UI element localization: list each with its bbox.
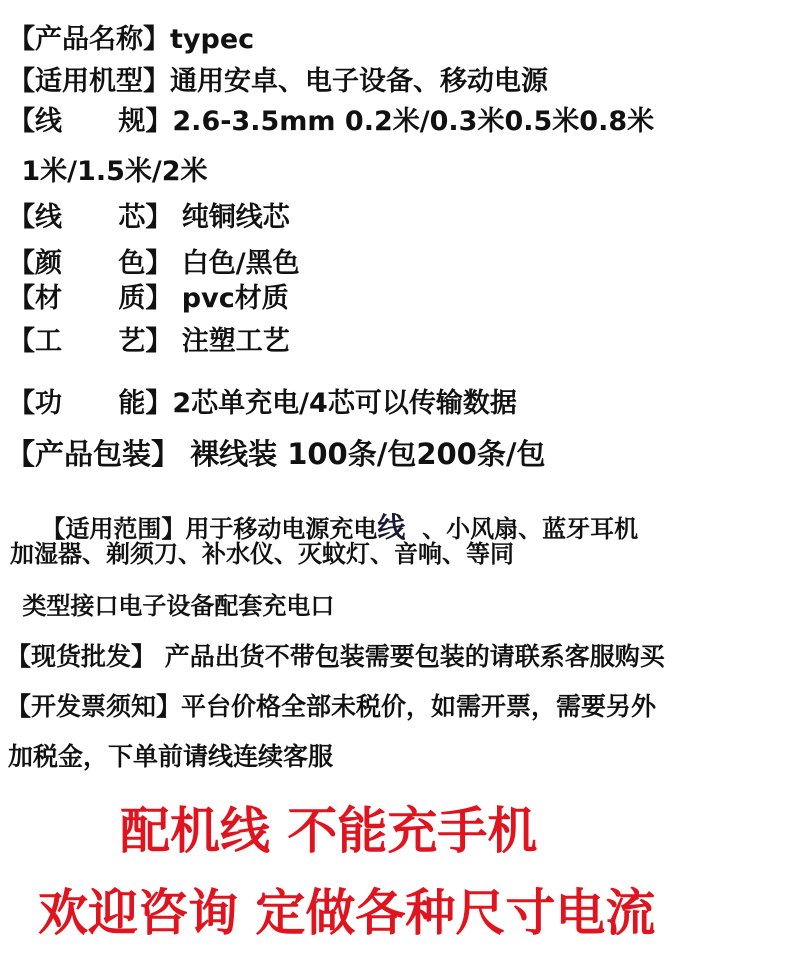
spec-usage-list: 加湿器、剃须刀、补水仪、灭蚊灯、音响、等同: [10, 540, 514, 568]
spec-core: 【线 芯】 纯铜线芯: [8, 202, 290, 233]
spec-wholesale: 【现货批发】 产品出货不带包装需要包装的请联系客服购买: [6, 642, 665, 671]
spec-invoice: 【开发票须知】平台价格全部未税价，如需开票，需要另外: [6, 692, 657, 721]
spec-cable-lengths: 1米/1.5米/2米: [12, 156, 208, 187]
spec-usage-scope-tail: 、小风扇、蓝牙耳机: [405, 515, 639, 543]
spec-usage-scope-text: 【适用范围】用于移动电源充电: [41, 515, 378, 543]
spec-cable-spec: 【线 规】2.6-3.5mm 0.2米/0.3米0.5米0.8米: [8, 106, 655, 137]
warning-banner: 配机线 不能充手机: [120, 802, 538, 860]
spec-packaging: 【产品包装】 裸线装 100条/包200条/包: [6, 437, 546, 471]
spec-function: 【功 能】2芯单充电/4芯可以传输数据: [8, 388, 517, 419]
spec-invoice-note: 加税金，下单前请线连续客服: [8, 742, 334, 771]
spec-product-name: 【产品名称】typec: [8, 24, 255, 55]
custom-order-banner: 欢迎咨询 定做各种尺寸电流: [38, 884, 656, 942]
spec-compatible-models: 【适用机型】通用安卓、电子设备、移动电源: [8, 66, 548, 97]
spec-material: 【材 质】 pvc材质: [8, 283, 289, 314]
spec-color: 【颜 色】 白色/黑色: [8, 248, 300, 279]
spec-process: 【工 艺】 注塑工艺: [8, 326, 290, 357]
spec-usage-interface: 类型接口电子设备配套充电口: [14, 592, 335, 620]
spec-usage-scope-accent: 线: [377, 511, 406, 544]
